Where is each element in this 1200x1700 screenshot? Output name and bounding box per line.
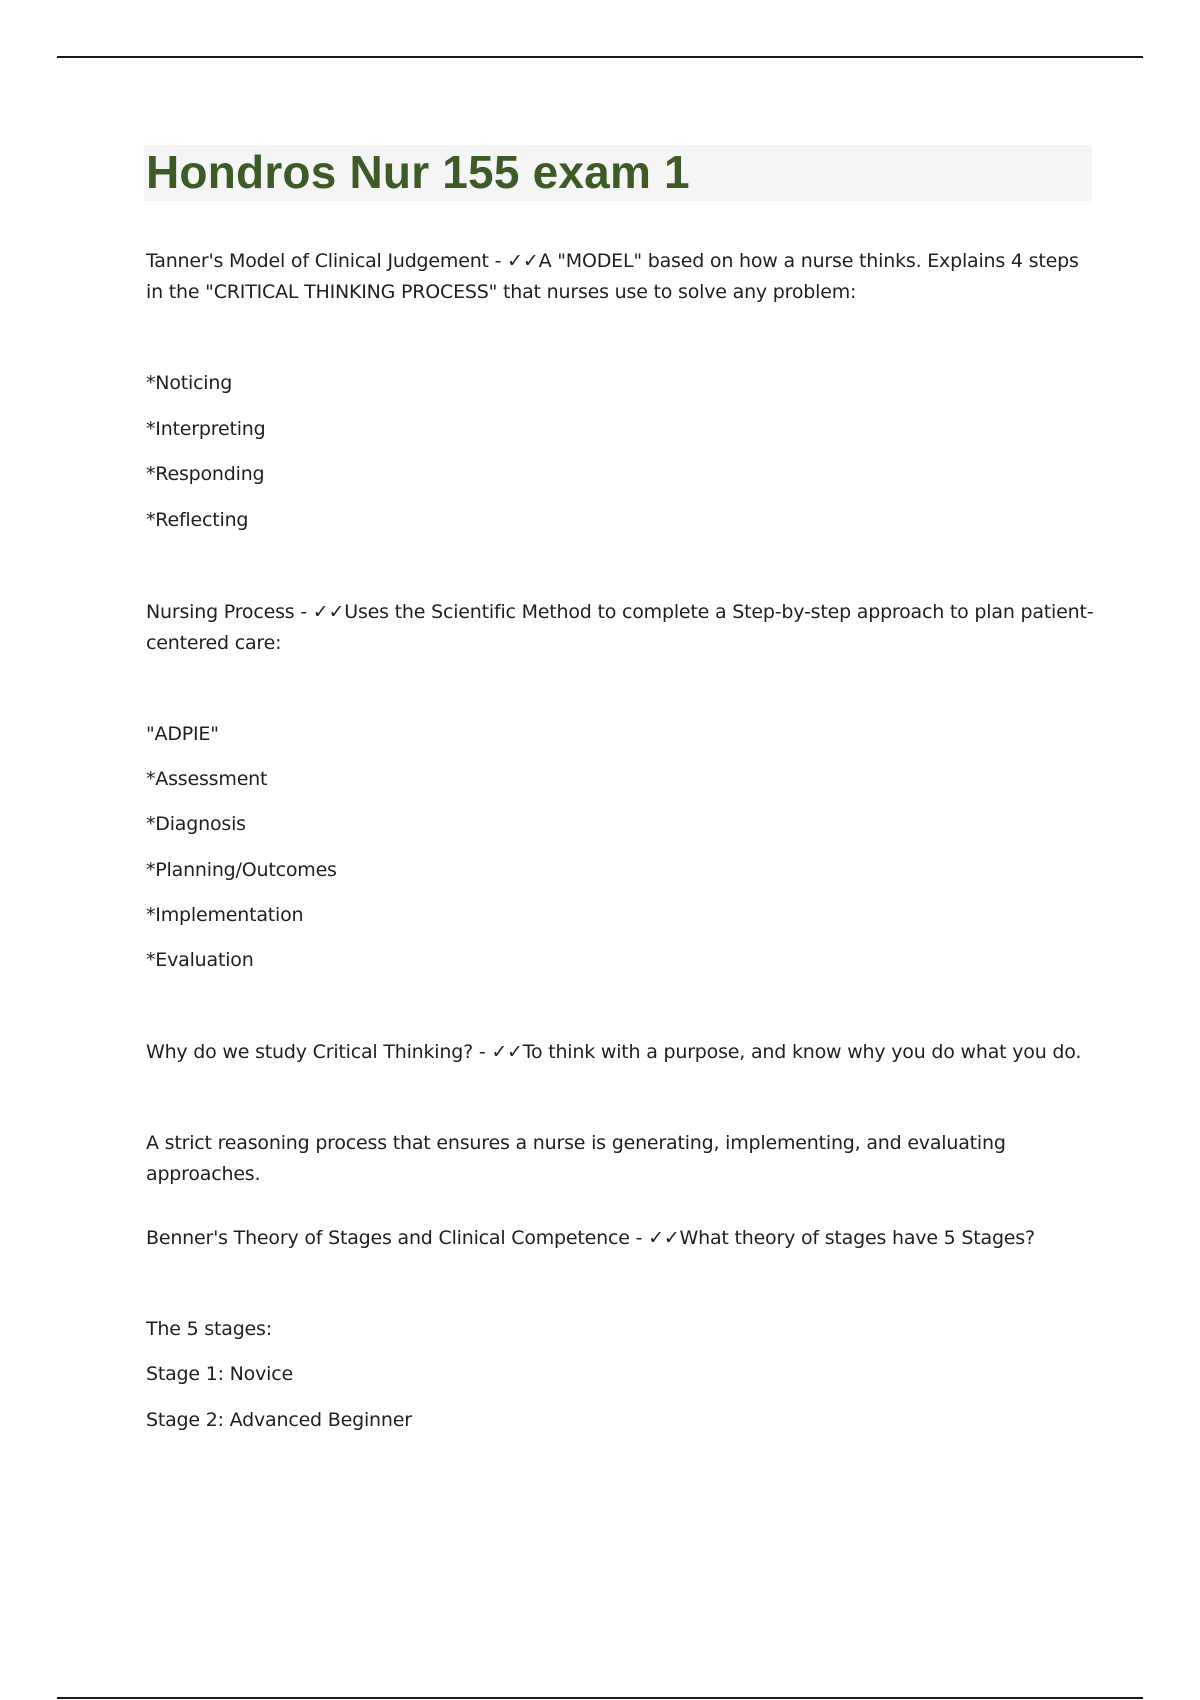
answer-text: What theory of stages have 5 Stages?	[679, 1227, 1035, 1249]
qa-tanner	[146, 246, 1096, 308]
bottom-rule	[57, 1697, 1143, 1699]
top-rule	[57, 56, 1143, 58]
question-text: Why do we study Critical Thinking?	[146, 1041, 473, 1063]
list-item: *Reflecting	[146, 509, 249, 531]
stages-heading: The 5 stages:	[146, 1318, 272, 1340]
list-item: *Implementation	[146, 904, 304, 926]
qa-benner	[146, 1223, 1096, 1254]
list-item: *Assessment	[146, 768, 268, 790]
answer-checkmark: - ✓✓	[472, 1041, 523, 1063]
answer-text: Uses the Scientific Method to complete a Step-by-step approach to plan patient-centered care:	[146, 601, 1094, 654]
document-title: Hondros Nur 155 exam 1	[146, 146, 690, 198]
answer-checkmark: - ✓✓	[629, 1227, 680, 1249]
list-item: *Responding	[146, 463, 265, 485]
question-text: Tanner's Model of Clinical Judgement	[146, 250, 489, 272]
list-item: *Noticing	[146, 372, 233, 394]
list-item: *Planning/Outcomes	[146, 859, 337, 881]
question-text: Nursing Process	[146, 601, 295, 623]
answer-text: To think with a purpose, and know why you do what you do.	[522, 1041, 1082, 1063]
list-item: *Diagnosis	[146, 813, 246, 835]
qa-nursing-process	[146, 597, 1096, 659]
list-item: Stage 2: Advanced Beginner	[146, 1409, 412, 1431]
question-text: Benner's Theory of Stages and Clinical Competence	[146, 1227, 630, 1249]
answer-checkmark: - ✓✓	[488, 250, 539, 272]
answer-text: A "MODEL" based on how a nurse thinks. Explains 4 steps in the "CRITICAL THINKING PROCESS" that nurses use to solve any problem:	[146, 250, 1079, 303]
qa-critical-thinking	[146, 1037, 1096, 1068]
list-item: Stage 1: Novice	[146, 1363, 293, 1385]
list-item: *Evaluation	[146, 949, 254, 971]
answer-checkmark: - ✓✓	[294, 601, 345, 623]
list-item: *Interpreting	[146, 418, 266, 440]
critical-thinking-extra: A strict reasoning process that ensures a nurse is generating, implementing, and evaluating approaches.	[146, 1132, 1006, 1185]
adpie-heading: "ADPIE"	[146, 723, 219, 745]
